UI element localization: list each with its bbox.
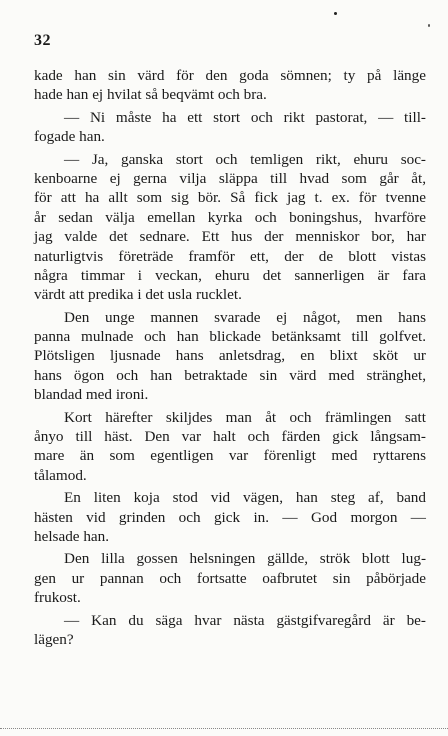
text-line: värdt att predika i det usla rucklet. bbox=[34, 286, 242, 304]
text-line: jag valde det sednare. Ett hus der menniskor bor, har bbox=[34, 228, 426, 246]
text-line: gen ur pannan och fortsatte oafbrutet sin påbörjade bbox=[34, 569, 426, 587]
text-line: lägen? bbox=[34, 630, 74, 648]
text-line: helsade han. bbox=[34, 527, 110, 545]
text-line: hans ögon och han betraktade sin värd med stränghet, bbox=[34, 366, 426, 384]
text-line: år sedan välja emellan kyrka och boningshus, hvarföre bbox=[34, 208, 426, 226]
paragraph bbox=[34, 150, 426, 305]
text-line: Kort härefter skiljdes man åt och främlingen satt bbox=[64, 408, 426, 426]
text-line: några timmar i veckan, ehuru det sannerligen är fara bbox=[34, 266, 426, 284]
text-line: — Ni måste ha ett stort och rikt pastorat, — till- bbox=[64, 108, 426, 126]
text-line: Den unge mannen svarade ej något, men hans bbox=[64, 308, 426, 326]
paragraph bbox=[34, 408, 426, 486]
ink-speck bbox=[428, 24, 430, 27]
text-line: naturligtvis företräde framför ett, der de blott vistas bbox=[34, 247, 426, 265]
paragraph bbox=[34, 549, 426, 607]
text-line: hästen vid grinden och gick in. — God morgon — bbox=[34, 508, 426, 526]
paragraph bbox=[34, 611, 426, 650]
text-line: blandad med ironi. bbox=[34, 386, 149, 404]
text-line: kade han sin värd för den goda sömnen; ty på länge bbox=[34, 67, 426, 84]
text-line: ånyo till häst. Den var halt och färden gick långsam- bbox=[34, 428, 426, 446]
ink-speck bbox=[334, 12, 337, 15]
text-line: mare än som egentligen var förenligt med ryttarens bbox=[34, 447, 426, 465]
paragraph bbox=[34, 488, 426, 546]
paragraph bbox=[34, 66, 426, 105]
text-line: frukost. bbox=[34, 589, 81, 607]
text-line: Den lilla gossen helsningen gällde, strök blott lug- bbox=[64, 550, 426, 568]
text-line: En liten koja stod vid vägen, han steg af, band bbox=[64, 489, 426, 507]
text-line: panna mulnade och han blickade betänksamt till golfvet. bbox=[34, 328, 426, 346]
text-line: Plötsligen ljusnade hans anletsdrag, en blixt sköt ur bbox=[34, 347, 426, 365]
page-number: 32 bbox=[34, 32, 51, 49]
paragraph bbox=[34, 108, 426, 147]
text-line: för att ha allt som sig bör. Så fick jag t. ex. för tvenne bbox=[34, 189, 426, 207]
body-text bbox=[34, 66, 426, 652]
text-line: kenboarne ej gerna vilja släppa till hvad som går åt, bbox=[34, 169, 426, 187]
text-line: tålamod. bbox=[34, 466, 87, 484]
text-line: — Kan du säga hvar nästa gästgifvaregård är be- bbox=[64, 611, 426, 629]
text-line: — Ja, ganska stort och temligen rikt, ehuru soc- bbox=[64, 150, 426, 168]
text-line: hade han ej hvilat så beqvämt och bra. bbox=[34, 86, 267, 104]
paragraph bbox=[34, 308, 426, 405]
text-line: fogade han. bbox=[34, 128, 105, 146]
page-edge-divider bbox=[0, 728, 448, 729]
